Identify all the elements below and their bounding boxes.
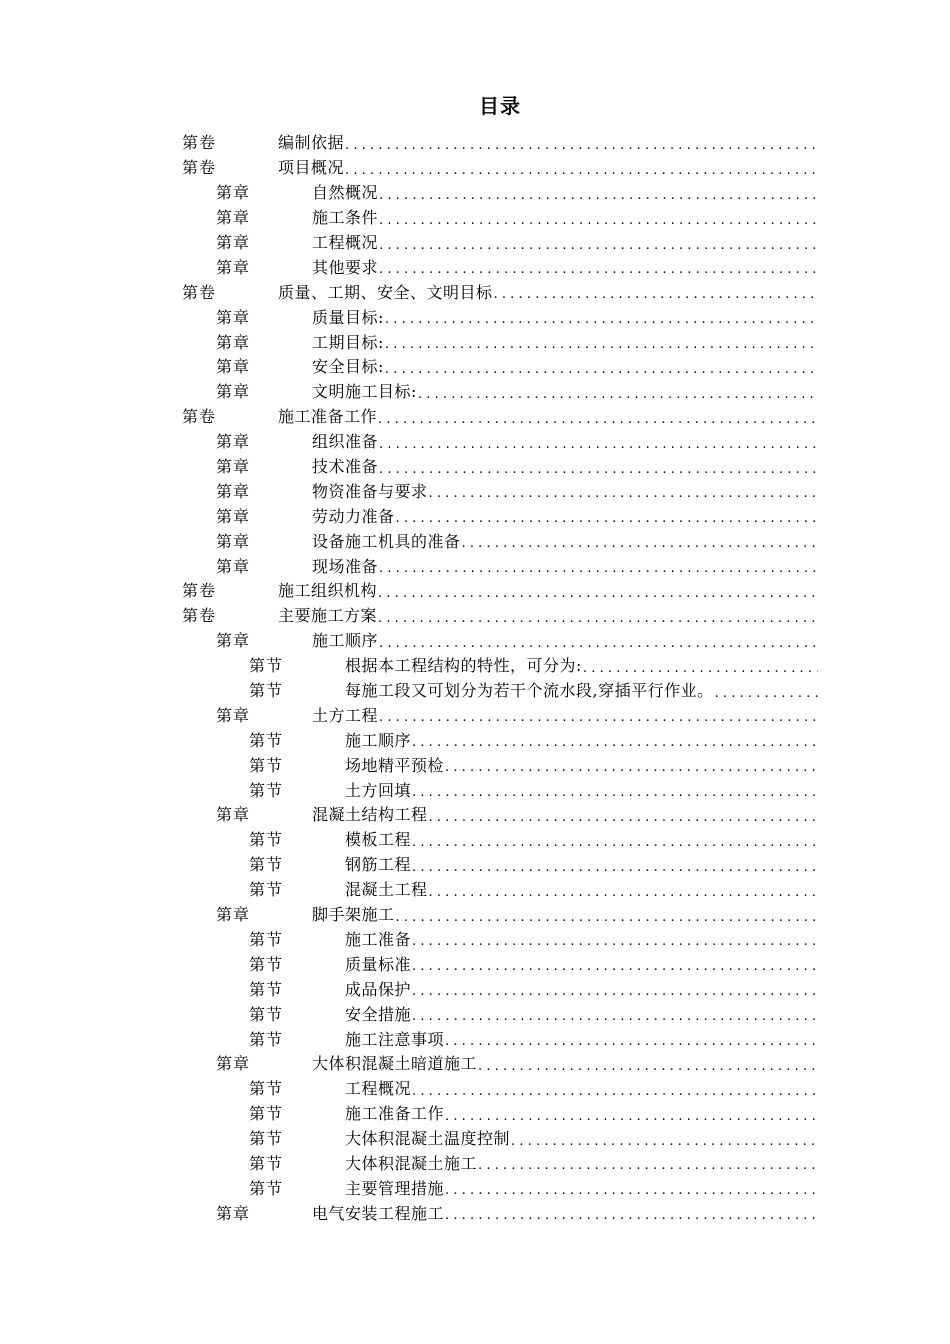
toc-entry-section[interactable] [182,778,818,803]
toc-entry-prefix: 第节 [249,855,284,875]
toc-entry-volume[interactable] [182,405,818,430]
toc-entry-prefix: 第节 [249,656,284,676]
toc-entry-prefix: 第节 [249,929,284,949]
toc-entry-title: 模板工程 [345,830,412,850]
toc-dot-leader [411,736,818,749]
toc-entry-prefix: 第章 [216,506,251,526]
toc-entry-volume[interactable] [182,156,818,181]
toc-dot-leader [384,338,818,351]
toc-entry-prefix: 第节 [249,979,284,999]
toc-entry-volume[interactable] [182,579,818,604]
toc-entry-chapter[interactable] [182,181,818,206]
toc-entry-chapter[interactable] [182,455,818,480]
toc-entry-section[interactable] [182,1102,818,1127]
toc-entry-section[interactable] [182,1077,818,1102]
toc-entry-prefix: 第节 [249,880,284,900]
toc-entry-chapter[interactable] [182,479,818,504]
toc-dot-leader [384,363,818,376]
toc-dot-leader [411,935,818,948]
toc-dot-leader [377,612,818,625]
toc-dot-leader [444,1110,818,1123]
toc-dot-leader [444,1184,818,1197]
toc-entry-title: 施工组织机构 [278,581,378,601]
toc-entry-title: 设备施工机具的准备 [312,531,461,551]
toc-entry-section[interactable] [182,1127,818,1152]
toc-dot-leader [395,911,818,924]
toc-entry-volume[interactable] [182,280,818,305]
toc-dot-leader [428,886,818,899]
toc-dot-leader [344,164,818,177]
toc-entry-volume[interactable] [182,131,818,156]
toc-entry-title: 施工准备工作 [278,407,378,427]
toc-entry-title: 脚手架施工 [312,905,395,925]
toc-entry-title: 工程概况 [312,233,379,252]
toc-entry-title: 项目概况 [278,158,345,178]
toc-entry-prefix: 第章 [216,332,251,352]
toc-entry-chapter[interactable] [182,554,818,579]
toc-entry-title: 工程概况 [345,1079,412,1099]
toc-entry-chapter[interactable] [182,504,818,529]
toc-entry-title: 大体积混凝土暗道施工 [312,1054,478,1074]
toc-entry-title: 劳动力准备 [312,506,395,526]
toc-dot-leader [510,1135,818,1148]
toc-entry-section[interactable] [182,753,818,778]
toc-dot-leader [444,1035,818,1048]
toc-entry-prefix: 第节 [249,1004,284,1024]
toc-entry-title: 电气安装工程施工 [312,1203,445,1223]
toc-entry-section[interactable] [182,853,818,878]
toc-entry-title: 物资准备与要求 [312,481,428,501]
toc-entry-chapter[interactable] [182,380,818,405]
toc-entry-chapter[interactable] [182,803,818,828]
toc-entry-section[interactable] [182,1027,818,1052]
toc-dot-leader [411,1085,818,1098]
toc-entry-title: 主要管理措施 [345,1178,445,1198]
toc-entry-chapter[interactable] [182,305,818,330]
toc-entry-chapter[interactable] [182,430,818,455]
toc-entry-prefix: 第章 [216,432,251,452]
toc-entry-title: 场地精平预检 [345,755,445,775]
toc-entry-title: 主要施工方案 [278,606,378,626]
toc-entry-prefix: 第章 [216,481,251,501]
toc-entry-title: 大体积混凝土温度控制 [345,1129,511,1149]
toc-entry-title: 土方回填 [345,780,412,800]
toc-entry-title: 组织准备 [312,432,379,452]
toc-dot-leader [411,786,818,799]
toc-entry-prefix: 第节 [249,1153,284,1173]
toc-entry-title: 工期目标: [312,332,384,352]
toc-entry-chapter[interactable] [182,231,818,256]
toc-entry-prefix: 第章 [216,1054,251,1074]
toc-dot-leader [411,985,818,998]
toc-entry-title: 安全措施 [345,1004,412,1024]
toc-entry-prefix: 第节 [249,1079,284,1099]
toc-dot-leader [411,1010,818,1023]
toc-entry-prefix: 第卷 [182,158,217,178]
toc-entry-prefix: 第节 [249,681,284,701]
toc-dot-leader [493,288,818,301]
toc-entry-prefix: 第章 [216,307,251,327]
toc-entry-title: 自然概况 [312,183,379,203]
toc-dot-leader [377,587,818,600]
toc-entry-chapter[interactable] [182,1052,818,1077]
toc-dot-leader [378,214,818,227]
toc-entry-chapter[interactable] [182,529,818,554]
toc-entry-chapter[interactable] [182,355,818,380]
toc-dot-leader [444,761,818,774]
toc-dot-leader [428,811,818,824]
toc-entry-title: 钢筋工程 [345,855,412,875]
toc-entry-chapter[interactable] [182,255,818,280]
toc-entry-prefix: 第卷 [182,282,217,302]
toc-dot-leader [411,861,818,874]
toc-dot-leader [378,463,818,476]
toc-dot-leader [461,537,818,550]
toc-entry-prefix: 第章 [216,382,251,402]
toc-entry-prefix: 第章 [216,805,251,825]
toc-entry-title: 安全目标: [312,357,384,377]
toc-entry-title: 文明施工目标: [312,382,417,402]
toc-entry-section[interactable] [182,828,818,853]
toc-entry-prefix: 第卷 [182,407,217,427]
toc-entry-prefix: 第章 [216,631,251,651]
toc-entry-title: 施工准备工作 [345,1104,445,1124]
toc-dot-leader [378,239,818,252]
toc-entry-section[interactable] [182,654,818,679]
toc-entry-prefix: 第章 [216,457,251,477]
toc-entry-prefix: 第节 [249,730,284,750]
toc-dot-leader [378,711,818,724]
toc-entry-prefix: 第章 [216,183,251,203]
toc-dot-leader [417,388,818,401]
toc-entry-prefix: 第章 [216,1203,251,1223]
toc-dot-leader [444,1209,818,1222]
toc-dot-leader [378,637,818,650]
toc-entry-title: 混凝土工程 [345,880,428,900]
toc-entry-title: 技术准备 [312,457,379,477]
toc-entry-title: 每施工段又可划分为若干个流水段,穿插平行作业。 [345,681,714,701]
toc-entry-prefix: 第卷 [182,581,217,601]
toc-entry-prefix: 第卷 [182,606,217,626]
toc-dot-leader [428,487,818,500]
toc-entry-section[interactable] [182,952,818,977]
toc-dot-leader [378,562,818,575]
toc-entry-chapter[interactable] [182,206,818,231]
toc-entry-prefix: 第节 [249,755,284,775]
table-of-contents [182,131,818,1226]
toc-entry-section[interactable] [182,679,818,704]
toc-entry-prefix: 第节 [249,1178,284,1198]
toc-entry-section[interactable] [182,1002,818,1027]
toc-entry-prefix: 第节 [249,830,284,850]
toc-entry-title: 施工顺序 [345,730,412,750]
toc-entry-chapter[interactable] [182,903,818,928]
toc-entry-section[interactable] [182,928,818,953]
toc-dot-leader [477,1060,818,1073]
toc-entry-section[interactable] [182,878,818,903]
toc-entry-title: 成品保护 [345,979,412,999]
toc-dot-leader [411,960,818,973]
toc-entry-volume[interactable] [182,604,818,629]
toc-entry-chapter[interactable] [182,330,818,355]
toc-dot-leader [395,512,818,525]
toc-entry-title: 施工注意事项 [345,1029,445,1049]
page-title: 目录 [479,94,521,118]
toc-entry-prefix: 第节 [249,1104,284,1124]
toc-entry-prefix: 第章 [216,705,251,725]
toc-entry-title: 大体积混凝土施工 [345,1153,478,1173]
toc-entry-prefix: 第章 [216,208,251,228]
toc-entry-section[interactable] [182,728,818,753]
toc-entry-prefix: 第章 [216,357,251,377]
toc-entry-prefix: 第章 [216,233,251,252]
toc-entry-prefix: 第节 [249,1129,284,1149]
toc-entry-prefix: 第章 [216,905,251,925]
toc-entry-section[interactable] [182,1152,818,1177]
toc-entry-title: 混凝土结构工程 [312,805,428,825]
toc-entry-prefix: 第节 [249,1029,284,1049]
toc-entry-prefix: 第章 [216,556,251,576]
toc-dot-leader [714,687,818,700]
toc-dot-leader [384,313,818,326]
toc-entry-title: 其他要求 [312,257,379,277]
toc-dot-leader [378,263,818,276]
toc-dot-leader [377,413,818,426]
toc-entry-chapter[interactable] [182,1201,818,1226]
toc-dot-leader [477,1159,818,1172]
toc-dot-leader [344,139,818,152]
toc-dot-leader [378,438,818,451]
toc-entry-section[interactable] [182,1176,818,1201]
toc-entry-title: 质量、工期、安全、文明目标 [278,282,493,302]
toc-entry-title: 质量目标: [312,307,384,327]
toc-entry-prefix: 第章 [216,531,251,551]
toc-entry-chapter[interactable] [182,703,818,728]
toc-entry-prefix: 第章 [216,257,251,277]
toc-entry-title: 施工准备 [345,929,412,949]
toc-entry-title: 施工顺序 [312,631,379,651]
toc-dot-leader [378,189,818,202]
toc-entry-section[interactable] [182,977,818,1002]
toc-entry-title: 编制依据 [278,133,345,153]
toc-dot-leader [411,836,818,849]
toc-entry-prefix: 第节 [249,954,284,974]
toc-entry-prefix: 第卷 [182,133,217,153]
toc-entry-chapter[interactable] [182,629,818,654]
toc-entry-title: 根据本工程结构的特性，可分为: [345,656,582,676]
toc-dot-leader [582,662,818,675]
toc-entry-title: 质量标准 [345,954,412,974]
toc-entry-title: 现场准备 [312,556,379,576]
toc-entry-title: 施工条件 [312,208,379,228]
toc-entry-prefix: 第节 [249,780,284,800]
toc-entry-title: 土方工程 [312,705,379,725]
